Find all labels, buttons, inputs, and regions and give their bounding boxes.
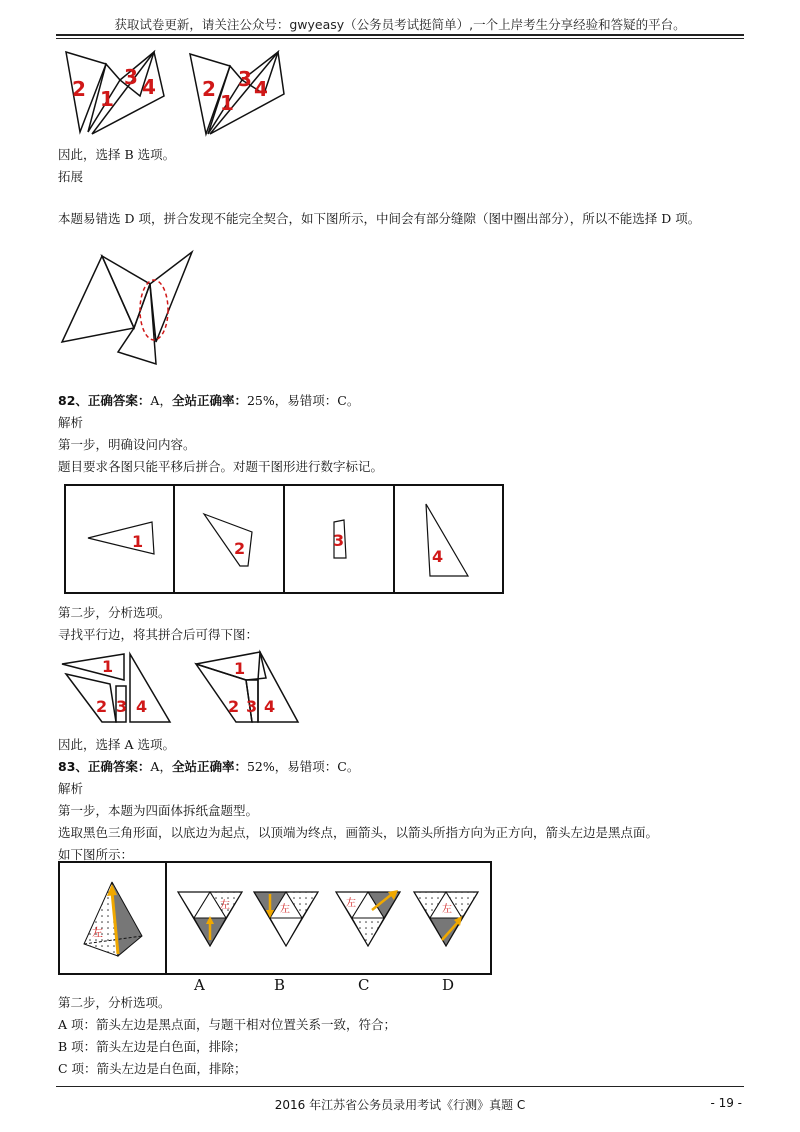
figure-q82-panels <box>64 484 504 596</box>
q83-line: A 项：箭头左边是黑点面，与题干相对位置关系一致，符合； <box>58 1017 397 1032</box>
q82-rate-label: 全站正确率： <box>171 393 247 408</box>
label: 1 <box>220 91 234 115</box>
q82-answer-value: A， <box>150 393 172 408</box>
label: 4 <box>136 697 148 716</box>
tri-d <box>118 284 156 364</box>
figure-top-assembled <box>58 44 298 140</box>
figure-extend-gap <box>58 248 208 372</box>
q82-number: 82、 <box>58 393 88 408</box>
q83-line: 第二步，分析选项。 <box>58 995 171 1010</box>
q83-answer-value: A， <box>150 759 172 774</box>
label: 2 <box>96 697 108 716</box>
figure-q82-assembled <box>58 648 308 728</box>
label: 3 <box>246 697 258 716</box>
page-number: - 19 - <box>710 1096 742 1110</box>
option-label-a: A <box>194 976 205 994</box>
paragraph-extend: 本题易错选 D 项，拼合发现不能完全契合，如下图所示，中间会有部分缝隙（图中圈出部分），所以不能选择 D 项。 <box>58 211 701 226</box>
q83-line: C 项：箭头左边是白色面，排除； <box>58 1061 247 1076</box>
label: 2 <box>202 77 216 101</box>
q82-rate-value: 25%，易错项：C。 <box>246 393 360 408</box>
option-label-d: D <box>442 976 455 994</box>
header-notice: 获取试卷更新，请关注公众号：gwyeasy（公务员考试挺简单）,一个上岸考生分享经验和答疑的平台。 <box>114 17 686 32</box>
label: 3 <box>238 67 252 91</box>
q83-number: 83、 <box>58 759 88 774</box>
label: 4 <box>142 75 156 99</box>
line-choose-b: 因此，选择 B 选项。 <box>58 147 176 162</box>
label: 3 <box>116 697 128 716</box>
label: 1 <box>132 532 144 551</box>
label: 2 <box>72 77 86 101</box>
face-label: 左 <box>280 904 290 915</box>
q82-line: 题目要求各图只能平移后拼合。对题干图形进行数字标记。 <box>58 459 384 474</box>
q83-answer-label: 正确答案： <box>87 759 151 774</box>
q82-line: 寻找平行边，将其拼合后可得下图： <box>58 627 259 642</box>
label: 3 <box>333 531 345 550</box>
q82-answer-label: 正确答案： <box>87 393 151 408</box>
face-label: 左 <box>346 898 356 909</box>
q83-answer-line <box>58 758 359 776</box>
figure-q83-tetrahedron <box>58 860 494 996</box>
footer-title: 2016 年江苏省公务员录用考试《行测》真题 C <box>274 1098 526 1112</box>
label: 2 <box>234 539 246 558</box>
q83-line: B 项：箭头左边是白色面，排除； <box>58 1039 247 1054</box>
label: 1 <box>234 659 246 678</box>
option-label-b: B <box>274 976 286 994</box>
label: 3 <box>124 65 138 89</box>
l-piece-1 <box>62 654 124 680</box>
q83-rate-value: 52%，易错项：C。 <box>246 759 360 774</box>
label: 1 <box>102 657 114 676</box>
piece-1 <box>88 522 154 554</box>
footer-rule <box>56 1086 744 1087</box>
q83-line: 选取黑色三角形面，以底边为起点，以顶端为终点，画箭头，以箭头所指方向为正方向，箭头左边是黑点面。 <box>58 825 659 840</box>
line-extend: 拓展 <box>58 169 84 184</box>
line-choose-a: 因此，选择 A 选项。 <box>58 737 175 752</box>
q83-rate-label: 全站正确率： <box>171 759 247 774</box>
q83-line: 解析 <box>58 781 84 796</box>
face-label: 左 <box>442 904 452 915</box>
q83-line: 第一步，本题为四面体拆纸盒题型。 <box>58 803 259 818</box>
header-rule <box>56 34 744 36</box>
label: 4 <box>264 697 276 716</box>
label: 4 <box>254 77 268 101</box>
q82-line: 第二步，分析选项。 <box>58 605 171 620</box>
label: 1 <box>100 87 114 111</box>
header-rule-thin <box>56 38 744 39</box>
tri-c <box>150 252 192 342</box>
label: 4 <box>432 547 444 566</box>
l-piece-2 <box>66 674 116 722</box>
q82-line: 解析 <box>58 415 84 430</box>
option-label-c: C <box>358 976 370 994</box>
label: 2 <box>228 697 240 716</box>
face-label: 左 <box>220 900 230 911</box>
q82-line: 第一步，明确设问内容。 <box>58 437 196 452</box>
face-label: 左 <box>92 926 103 939</box>
net-option-b <box>254 892 318 946</box>
q83-line: 如下图所示： <box>58 847 134 862</box>
tri-b <box>102 256 150 328</box>
q82-answer-line <box>58 392 359 410</box>
net-option-d <box>414 892 478 946</box>
